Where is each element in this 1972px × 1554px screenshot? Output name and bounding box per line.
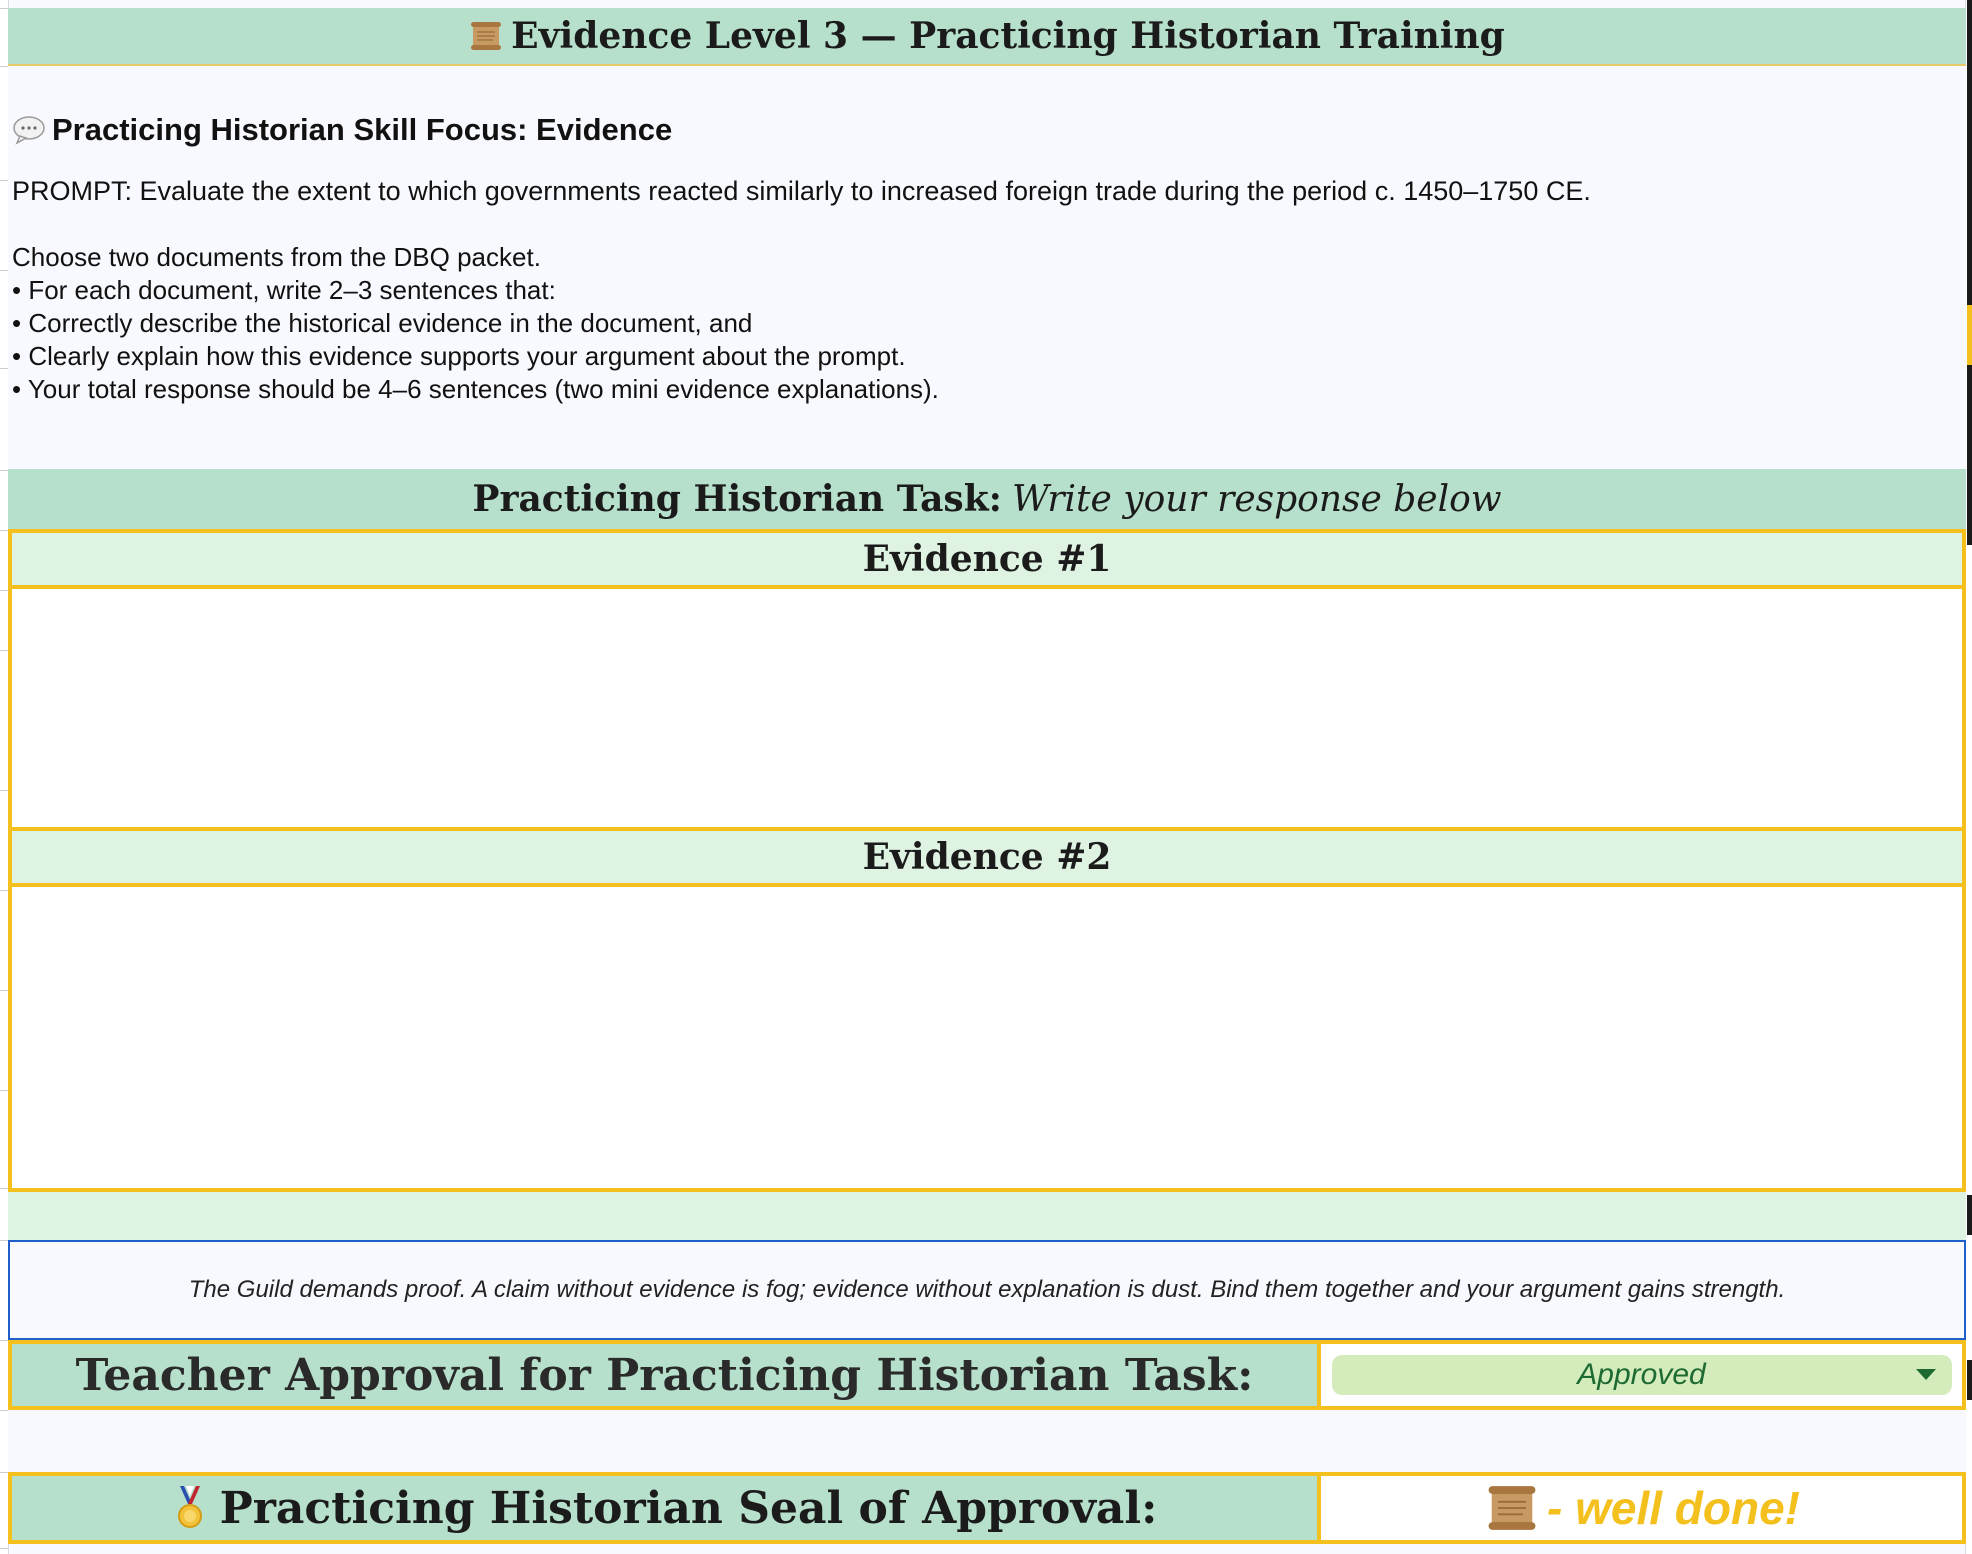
seal-label-cell <box>8 1476 1321 1540</box>
empty-row[interactable] <box>8 1410 1966 1472</box>
instruction-line: • Correctly describe the historical evidence in the document, and <box>12 308 753 338</box>
page-title: Evidence Level 3 — Practicing Historian Training <box>511 15 1505 57</box>
task-heading-banner <box>8 469 1966 529</box>
evidence-1-cell[interactable] <box>8 589 1966 827</box>
instruction-line: • Your total response should be 4–6 sentences (two mini evidence explanations). <box>12 374 939 404</box>
scroll-icon <box>469 20 503 52</box>
guild-quote-cell[interactable] <box>8 1240 1966 1340</box>
evidence-1-header <box>8 529 1966 589</box>
right-edge-gutter <box>1965 0 1972 1554</box>
task-heading-label: Practicing Historian Task: <box>472 478 1002 520</box>
instruction-line: • Clearly explain how this evidence supports your argument about the prompt. <box>12 341 906 371</box>
approval-status-value: Approved <box>1577 1358 1706 1391</box>
evidence-2-label: Evidence #2 <box>862 836 1112 878</box>
evidence-2-header <box>8 827 1966 887</box>
medal-icon <box>172 1486 208 1530</box>
speech-bubble-icon <box>12 115 46 145</box>
teacher-approval-label: Teacher Approval for Practicing Historian Task: <box>8 1344 1321 1406</box>
evidence-2-input[interactable] <box>12 887 1962 1188</box>
instructions-cell[interactable] <box>8 66 1966 470</box>
teacher-approval-row <box>8 1340 1966 1410</box>
chevron-down-icon[interactable] <box>1916 1369 1936 1380</box>
evidence-1-input[interactable] <box>12 589 1962 827</box>
instruction-line: • For each document, write 2–3 sentences that: <box>12 275 556 305</box>
guild-quote-text: The Guild demands proof. A claim without evidence is fog; evidence without explanation is dust. Bind them together and your argument gains strength. <box>188 1276 1786 1303</box>
teacher-approval-cell[interactable] <box>1321 1344 1966 1406</box>
spacer-row <box>8 1188 1966 1240</box>
seal-value-cell[interactable] <box>1321 1476 1966 1540</box>
evidence-1-label: Evidence #1 <box>862 538 1112 580</box>
prompt-text: PROMPT: Evaluate the extent to which governments reacted similarly to increased foreign trade during the period c. 1450–1750 CE. <box>12 176 1591 206</box>
instruction-line: Choose two documents from the DBQ packet. <box>12 242 541 272</box>
seal-value-text: - well done! <box>1547 1482 1800 1534</box>
evidence-2-cell[interactable] <box>8 887 1966 1188</box>
seal-label-text: Practicing Historian Seal of Approval: <box>219 1482 1158 1534</box>
page-title-banner <box>8 8 1966 66</box>
scroll-icon <box>1483 1483 1541 1533</box>
seal-of-approval-row <box>8 1472 1966 1544</box>
task-heading-instruction: Write your response below <box>1011 478 1502 520</box>
skill-focus-heading <box>12 112 1966 148</box>
approval-status-dropdown[interactable] <box>1332 1355 1952 1395</box>
skill-focus-text: Practicing Historian Skill Focus: Evidence <box>52 112 673 147</box>
